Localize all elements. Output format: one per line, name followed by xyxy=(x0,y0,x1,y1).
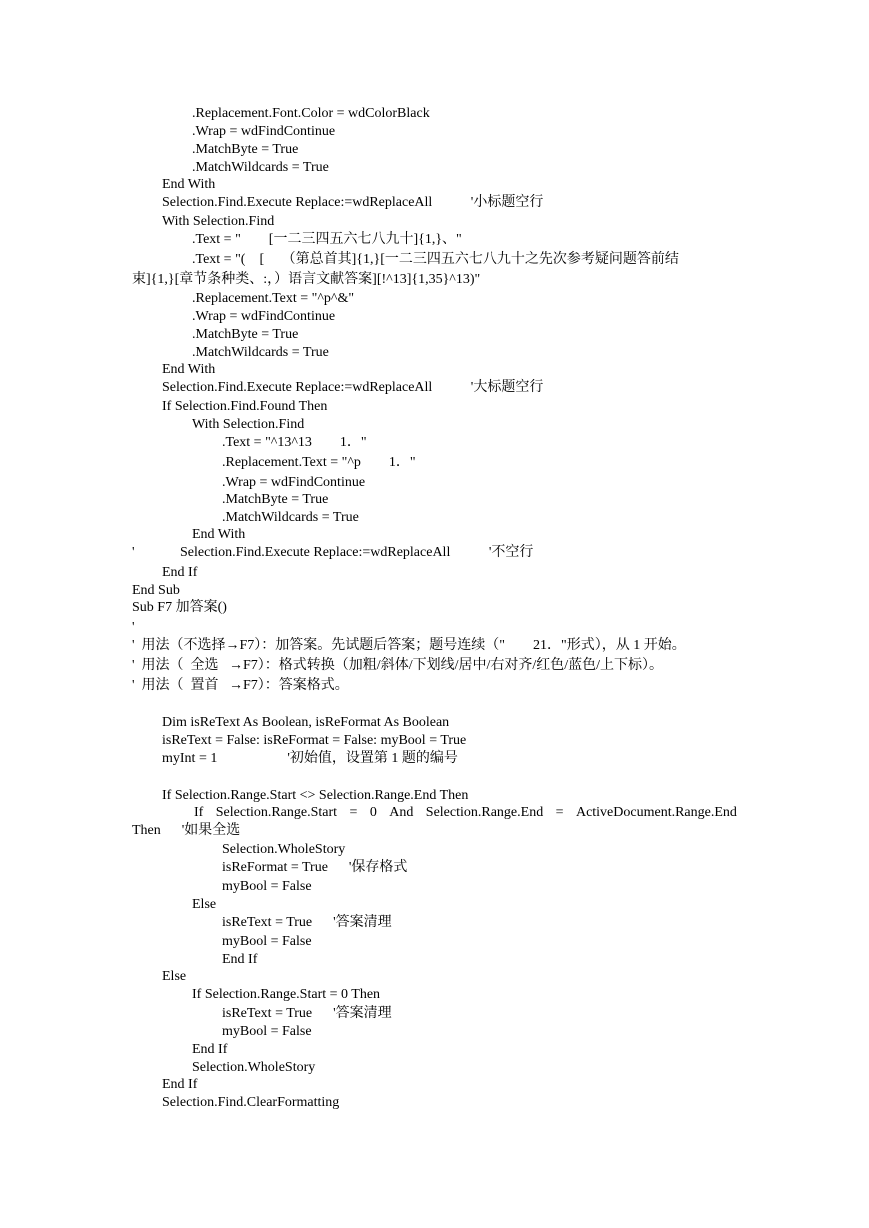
code-line: isReText = True '答案清理 xyxy=(222,915,392,930)
code-line: End With xyxy=(192,527,246,542)
code-line: If Selection.Find.Found Then xyxy=(162,399,328,414)
code-word: = xyxy=(349,805,358,820)
code-line: myBool = False xyxy=(222,934,312,949)
code-line: Then '如果全选 xyxy=(132,823,241,838)
code-line: Selection.Find.ClearFormatting xyxy=(162,1095,340,1110)
code-line: ' 用法（不选择→F7）：加答案。先试题后答案；题号连续（" 21．"形式），从 1 开始。 xyxy=(132,638,686,653)
code-line: Selection.Find.Execute Replace:=wdReplaceAll '小标题空行 xyxy=(162,195,544,210)
code-line: End If xyxy=(162,1077,198,1092)
code-line: .Replacement.Text = "^p^&" xyxy=(192,291,355,306)
justified-code-line xyxy=(194,804,737,822)
code-line: Selection.WholeStory xyxy=(192,1060,316,1075)
code-line: Selection.Find.Execute Replace:=wdReplaceAll '大标题空行 xyxy=(162,380,544,395)
code-line: End If xyxy=(162,565,198,580)
code-line: If Selection.Range.Start <> Selection.Range.End Then xyxy=(162,788,469,803)
code-line: ' xyxy=(132,620,135,635)
code-line: .Wrap = wdFindContinue xyxy=(192,124,336,139)
code-line: .Wrap = wdFindContinue xyxy=(222,475,366,490)
code-word: ActiveDocument.Range.End xyxy=(575,805,737,820)
code-line: .MatchWildcards = True xyxy=(192,160,329,175)
code-line: Dim isReText As Boolean, isReFormat As Boolean xyxy=(162,715,450,730)
code-line: .Text = " [一二三四五六七八九十]{1,}、" xyxy=(192,232,462,247)
code-line: 束]{1,}[章节条种类、:，）语言文献答案][!^13]{1,35}^13)" xyxy=(132,272,481,287)
code-line: ' 用法（ 置首 →F7）：答案格式。 xyxy=(132,678,349,693)
code-line: .Text = "^13^13 1．" xyxy=(222,435,367,450)
code-line: End If xyxy=(222,952,258,967)
code-line: .Replacement.Font.Color = wdColorBlack xyxy=(192,106,430,121)
code-line: .Text = "( [ （第总首其]{1,}[一二三四五六七八九十之先次参考疑问题答前结 xyxy=(192,252,679,267)
code-word: And xyxy=(389,805,414,820)
code-line: .MatchByte = True xyxy=(222,492,329,507)
code-line: myBool = False xyxy=(222,1024,312,1039)
code-line: isReText = False: isReFormat = False: myBool = True xyxy=(162,733,467,748)
code-line: End With xyxy=(162,177,216,192)
code-word: Selection.Range.End xyxy=(425,805,544,820)
code-word: = xyxy=(555,805,564,820)
code-line: If Selection.Range.Start = 0 Then xyxy=(192,987,381,1002)
code-line: End If xyxy=(192,1042,228,1057)
code-line: .MatchWildcards = True xyxy=(192,345,329,360)
code-word: If xyxy=(194,805,204,820)
code-word: 0 xyxy=(369,805,377,820)
code-line: .Replacement.Text = "^p 1．" xyxy=(222,455,416,470)
code-line: .MatchByte = True xyxy=(192,327,299,342)
code-line: End With xyxy=(162,362,216,377)
code-word: Selection.Range.Start xyxy=(215,805,338,820)
code-line: .Wrap = wdFindContinue xyxy=(192,309,336,324)
code-line: With Selection.Find xyxy=(192,417,305,432)
code-line: With Selection.Find xyxy=(162,214,275,229)
code-line: End Sub xyxy=(132,583,180,598)
code-line: Sub F7 加答案() xyxy=(132,600,227,615)
code-line: ' Selection.Find.Execute Replace:=wdReplaceAll '不空行 xyxy=(132,545,534,560)
code-line: isReText = True '答案清理 xyxy=(222,1006,392,1021)
code-line: ' 用法（ 全选 →F7）：格式转换（加粗/斜体/下划线/居中/右对齐/红色/蓝色/上下标）。 xyxy=(132,658,664,673)
code-line: myInt = 1 '初始值，设置第 1 题的编号 xyxy=(162,751,458,766)
code-line: .MatchWildcards = True xyxy=(222,510,359,525)
code-line: .MatchByte = True xyxy=(192,142,299,157)
code-line: Else xyxy=(192,897,217,912)
code-line: Selection.WholeStory xyxy=(222,842,346,857)
code-line: isReFormat = True '保存格式 xyxy=(222,860,408,875)
code-line: Else xyxy=(162,969,187,984)
code-line: myBool = False xyxy=(222,879,312,894)
